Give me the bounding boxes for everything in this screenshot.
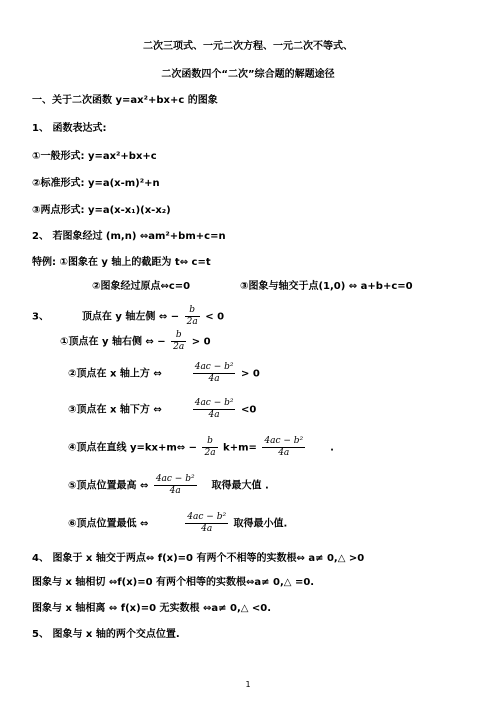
frac-denominator: 2a [204, 448, 216, 458]
form-standard: ②标准形式: y=a(x-m)²+n [32, 178, 160, 189]
item1-heading: 1、 函数表达式: [32, 123, 107, 134]
frac-numerator: b [171, 330, 186, 342]
frac-denominator: 4a [169, 486, 181, 496]
fraction-b-over-2a [185, 305, 200, 328]
fraction-vertex-y [193, 398, 236, 421]
item4-line-3: 图象与 x 轴相离 ⇔ f(x)=0 无实数根 ⇔a≠ 0,△ <0. [32, 603, 272, 614]
item3-b-label: ①顶点在 y 轴右侧 ⇔ − [60, 336, 166, 348]
item3-e-end: . [330, 442, 334, 454]
item3-row-e [68, 436, 334, 459]
item3-d-label: ③顶点在 x 轴下方 ⇔ [68, 404, 162, 416]
special-case-c: ③图象与轴交于点(1,0) ⇔ a+b+c=0 [240, 281, 413, 292]
title-line-2: 二次函数四个“二次”综合题的解题途径 [161, 69, 335, 80]
item3-row-a [32, 305, 224, 328]
item3-row-b [60, 330, 211, 353]
item4-line-2: 图象与 x 轴相切 ⇔f(x)=0 有两个相等的实数根⇔a≠ 0,△ =0. [32, 577, 315, 588]
item3-g-label: ⑥顶点位置最低 ⇔ [68, 518, 149, 530]
frac-numerator: 4ac − b² [194, 362, 234, 372]
frac-denominator: 4a [208, 410, 220, 420]
fraction-vertex-y [185, 512, 228, 535]
item3-b-relation: > 0 [191, 336, 211, 348]
item3-d-relation: <0 [240, 404, 257, 416]
item3-a-label: 顶点在 y 轴左侧 ⇔ − [81, 311, 180, 323]
frac-numerator: b [202, 436, 217, 448]
fraction-b-over-2a [202, 436, 217, 459]
fraction-vertex-y [193, 362, 236, 385]
form-general: ①一般形式: y=ax²+bx+c [32, 151, 157, 162]
item3-number: 3、 [32, 311, 49, 323]
item3-c-label: ②顶点在 x 轴上方 ⇔ [68, 368, 162, 380]
page-number: 1 [245, 680, 251, 689]
item3-row-d [68, 398, 256, 421]
item3-c-relation: > 0 [240, 368, 260, 380]
frac-numerator: 4ac − b² [194, 398, 234, 408]
fraction-vertex-y [154, 474, 197, 497]
item4-line-1: 4、 图象于 x 轴交于两点⇔ f(x)=0 有两个不相等的实数根⇔ a≠ 0,△ >0 [32, 553, 365, 564]
frac-numerator: 4ac − b² [155, 474, 195, 484]
item3-e-middle: k+m= [223, 442, 257, 454]
frac-numerator: 4ac − b² [187, 512, 227, 522]
item3-row-f [68, 474, 269, 497]
fraction-b-over-2a [171, 330, 186, 353]
item5-line: 5、 图象与 x 轴的两个交点位置. [32, 629, 180, 640]
item3-e-label: ④顶点在直线 y=kx+m⇔ − [68, 442, 197, 454]
frac-denominator: 4a [208, 374, 220, 384]
frac-denominator: 2a [186, 317, 198, 327]
special-case-b: ②图象经过原点⇔c=0 [92, 281, 191, 292]
item3-a-relation: < 0 [205, 311, 225, 323]
item3-row-c [68, 362, 260, 385]
frac-numerator: 4ac − b² [264, 436, 304, 446]
title-line-1: 二次三项式、一元二次方程、一元二次不等式、 [143, 41, 353, 52]
frac-numerator: b [185, 305, 200, 317]
section1-heading: 一、关于二次函数 y=ax²+bx+c 的图象 [32, 95, 218, 106]
item2-line: 2、 若图象经过 (m,n) ⇔am²+bm+c=n [32, 231, 226, 242]
frac-denominator: 4a [278, 448, 290, 458]
form-two-point: ③两点形式: y=a(x-x₁)(x-x₂) [32, 205, 171, 216]
fraction-vertex-y [262, 436, 305, 459]
item3-f-label: ⑤顶点位置最高 ⇔ [68, 480, 149, 492]
item3-row-g [68, 512, 287, 535]
frac-denominator: 2a [173, 342, 185, 352]
special-case-a: 特例: ①图象在 y 轴上的截距为 t⇔ c=t [32, 257, 211, 268]
item3-g-relation: 取得最小值. [233, 518, 288, 530]
item3-f-relation: 取得最大值 . [211, 480, 269, 492]
frac-denominator: 4a [201, 524, 213, 534]
